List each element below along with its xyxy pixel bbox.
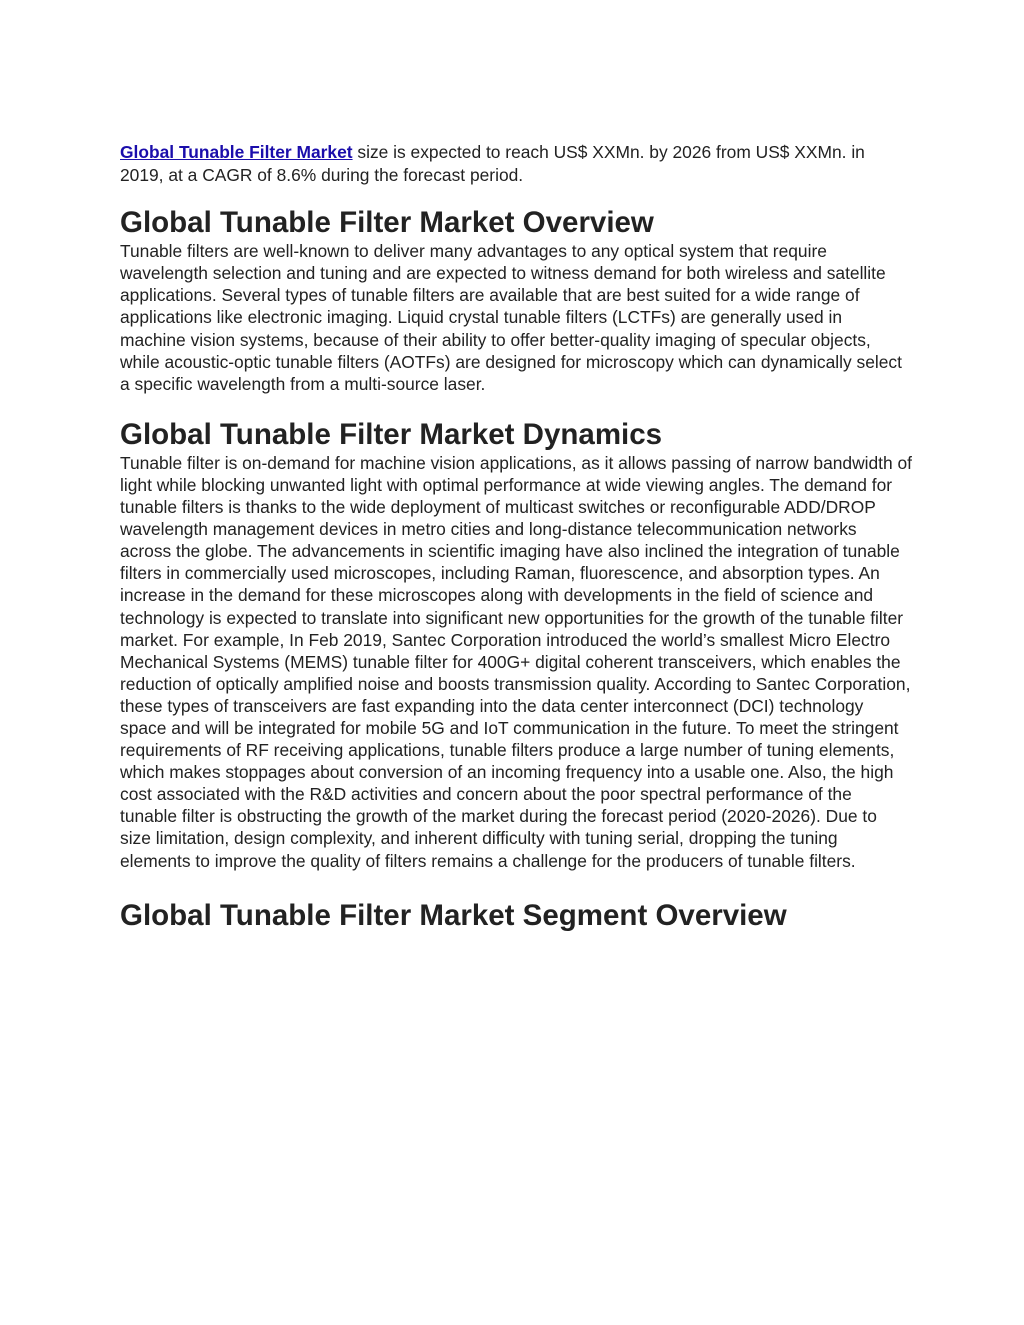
segment-overview-heading: Global Tunable Filter Market Segment Overview [120, 898, 787, 932]
dynamics-paragraph: Tunable filter is on-demand for machine vision applications, as it allows passing of narrow bandwidth of light while blocking unwanted light with optimal performance at wide viewing angles. The demand for tunable filters is thanks to the wide deployment of multicast switches or reconfigurable ADD/DROP wavelength management devices in metro cities and long-distance telecommunication networks across the globe. The advancements in scientific imaging have also inclined the integration of tunable filters in commercially used microscopes, including Raman, fluorescence, and absorption types. An increase in the demand for these microscopes along with developments in the field of science and technology is expected to translate into significant new opportunities for the growth of the tunable filter market. For example, In Feb 2019, Santec Corporation introduced the world’s smallest Micro Electro Mechanical Systems (MEMS) tunable filter for 400G+ digital coherent transceivers, which enables the reduction of optically amplified noise and boosts transmission quality. According to Santec Corporation, these types of transceivers are fast expanding into the data center interconnect (DCI) technology space and will be integrated for mobile 5G and IoT communication in the future. To meet the stringent requirements of RF receiving applications, tunable filters produce a large number of tuning elements, which makes stoppages about conversion of an incoming frequency into a usable one. Also, the high cost associated with the R&D activities and concern about the poor spectral performance of the tunable filter is obstructing the growth of the market during the forecast period (2020-2026). Due to size limitation, design complexity, and inherent difficulty with tuning serial, dropping the tuning elements to improve the quality of filters remains a challenge for the producers of tunable filters. [120, 452, 913, 871]
intro-text: size is expected to reach US$ XXMn. by 2026 from US$ XXMn. in 2019, at a CAGR of 8.6% during the forecast period. [120, 142, 865, 185]
market-report-link[interactable]: Global Tunable Filter Market [120, 142, 353, 162]
overview-heading: Global Tunable Filter Market Overview [120, 206, 654, 240]
document-page [120, 141, 912, 933]
dynamics-heading: Global Tunable Filter Market Dynamics [120, 417, 663, 451]
intro-paragraph [120, 141, 912, 186]
overview-paragraph: Tunable filters are well-known to deliver many advantages to any optical system that require wavelength selection and tuning and are expected to witness demand for both wireless and satellite applications. Several types of tunable filters are available that are best suited for a wide range of applications like electronic imaging. Liquid crystal tunable filters (LCTFs) are generally used in machine vision systems, because of their ability to offer better-quality imaging of specular objects, while acoustic-optic tunable filters (AOTFs) are designed for microscopy which can dynamically select a specific wavelength from a multi-source laser. [120, 241, 902, 394]
